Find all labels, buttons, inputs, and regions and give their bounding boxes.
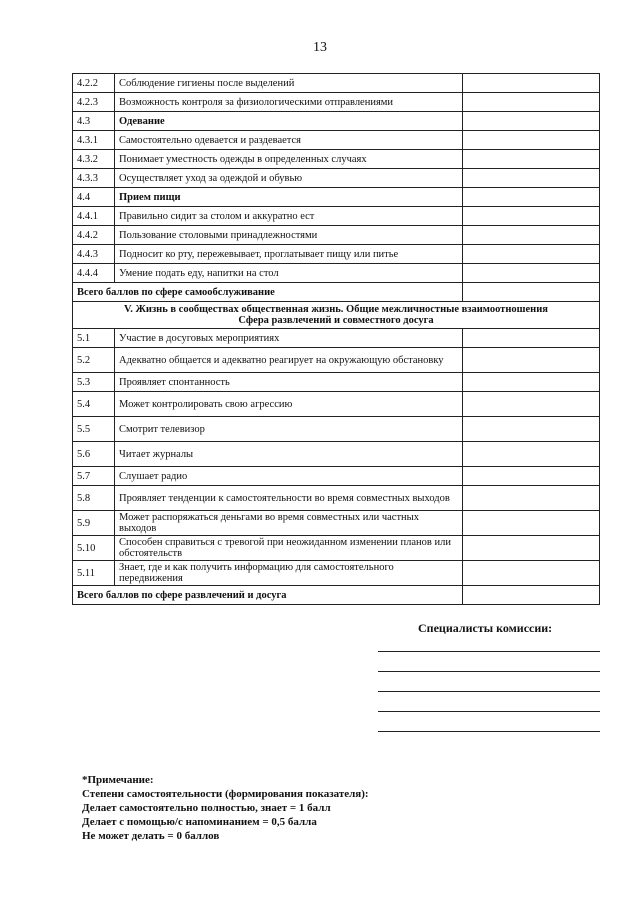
- table-row: [73, 467, 600, 486]
- table-row: [73, 561, 600, 586]
- item-text: Может контролировать свою агрессию: [115, 392, 463, 417]
- table-row: [73, 511, 600, 536]
- score-cell: [463, 112, 600, 131]
- score-cell: [463, 373, 600, 392]
- item-number: 5.10: [73, 536, 115, 561]
- table-row: [73, 245, 600, 264]
- note-line: Делает самостоятельно полностью, знает = 1 балл: [82, 802, 331, 814]
- total-row: [73, 283, 600, 302]
- score-cell: [463, 264, 600, 283]
- score-cell: [463, 93, 600, 112]
- item-number: 4.2.3: [73, 93, 115, 112]
- item-number: 4.2.2: [73, 74, 115, 93]
- item-text: Одевание: [115, 112, 463, 131]
- item-text: Адекватно общается и адекватно реагирует на окружающую обстановку: [115, 348, 463, 373]
- item-number: 5.2: [73, 348, 115, 373]
- score-cell: [463, 467, 600, 486]
- total-label: Всего баллов по сфере развлечений и досуга: [73, 586, 463, 605]
- item-text: Слушает радио: [115, 467, 463, 486]
- item-number: 4.4.1: [73, 207, 115, 226]
- score-cell: [463, 329, 600, 348]
- signature-line[interactable]: [378, 691, 600, 692]
- signature-line[interactable]: [378, 651, 600, 652]
- item-text: Соблюдение гигиены после выделений: [115, 74, 463, 93]
- item-number: 5.11: [73, 561, 115, 586]
- table-row: [73, 264, 600, 283]
- item-number: 5.5: [73, 417, 115, 442]
- table-row: [73, 207, 600, 226]
- section-header-cell: [73, 302, 600, 329]
- item-text: Подносит ко рту, пережевывает, проглатывает пищу или питье: [115, 245, 463, 264]
- note-title: *Примечание:: [82, 774, 154, 786]
- score-cell: [463, 150, 600, 169]
- score-cell: [463, 486, 600, 511]
- commission-title: Специалисты комиссии:: [418, 621, 553, 635]
- section-title: V. Жизнь в сообществах общественная жизнь. Общие межличностные взаимоотношения: [124, 304, 548, 315]
- table-row: [73, 392, 600, 417]
- item-number: 5.4: [73, 392, 115, 417]
- note-line: Степени самостоятельности (формирования показателя):: [82, 788, 369, 800]
- item-number: 5.6: [73, 442, 115, 467]
- table-row: [73, 74, 600, 93]
- score-cell: [463, 74, 600, 93]
- table-row: [73, 417, 600, 442]
- score-cell: [463, 442, 600, 467]
- assessment-table: [72, 73, 600, 605]
- signature-line[interactable]: [378, 711, 600, 712]
- table-row: [73, 373, 600, 392]
- signature-line[interactable]: [378, 671, 600, 672]
- item-text: Проявляет тенденции к самостоятельности во время совместных выходов: [115, 486, 463, 511]
- score-cell: [463, 169, 600, 188]
- item-number: 4.4.2: [73, 226, 115, 245]
- item-number: 4.3.3: [73, 169, 115, 188]
- item-text: Понимает уместность одежды в определенных случаях: [115, 150, 463, 169]
- table-row: [73, 329, 600, 348]
- section-subtitle: Сфера развлечений и совместного досуга: [238, 315, 434, 326]
- score-cell: [463, 188, 600, 207]
- item-text: Правильно сидит за столом и аккуратно ест: [115, 207, 463, 226]
- score-cell: [463, 245, 600, 264]
- score-cell: [463, 536, 600, 561]
- table-row: [73, 442, 600, 467]
- item-number: 4.3.2: [73, 150, 115, 169]
- item-number: 4.3.1: [73, 131, 115, 150]
- item-text: Осуществляет уход за одеждой и обувью: [115, 169, 463, 188]
- item-number: 5.3: [73, 373, 115, 392]
- total-label: Всего баллов по сфере самообслуживание: [73, 283, 463, 302]
- assessment-table-body: [73, 74, 600, 605]
- item-text: Прием пищи: [115, 188, 463, 207]
- item-text: Проявляет спонтанность: [115, 373, 463, 392]
- score-cell: [463, 207, 600, 226]
- score-cell: [463, 392, 600, 417]
- note-block: [82, 773, 369, 843]
- item-text: Может распоряжаться деньгами во время совместных или частных выходов: [115, 511, 463, 536]
- score-cell: [463, 283, 600, 302]
- table-row: [73, 131, 600, 150]
- item-text: Возможность контроля за физиологическими отправлениями: [115, 93, 463, 112]
- item-text: Участие в досуговых мероприятиях: [115, 329, 463, 348]
- score-cell: [463, 348, 600, 373]
- item-number: 4.3: [73, 112, 115, 131]
- signature-line[interactable]: [378, 731, 600, 732]
- item-number: 5.9: [73, 511, 115, 536]
- total-row: [73, 586, 600, 605]
- table-row: [73, 169, 600, 188]
- table-row: [73, 536, 600, 561]
- score-cell: [463, 561, 600, 586]
- item-number: 4.4: [73, 188, 115, 207]
- note-line: Не может делать = 0 баллов: [82, 830, 220, 842]
- page-number: 13: [313, 40, 327, 55]
- table-row: [73, 150, 600, 169]
- item-text: Пользование столовыми принадлежностями: [115, 226, 463, 245]
- item-text: Самостоятельно одевается и раздевается: [115, 131, 463, 150]
- table-row: [73, 93, 600, 112]
- score-cell: [463, 226, 600, 245]
- item-text: Способен справиться с тревогой при неожиданном изменении планов или обстоятельств: [115, 536, 463, 561]
- table-row: [73, 486, 600, 511]
- item-number: 4.4.3: [73, 245, 115, 264]
- score-cell: [463, 511, 600, 536]
- section-header-row: [73, 302, 600, 329]
- table-row: [73, 348, 600, 373]
- table-row: [73, 188, 600, 207]
- score-cell: [463, 417, 600, 442]
- note-line: Делает с помощью/с напоминанием = 0,5 балла: [82, 816, 317, 828]
- item-text: Знает, где и как получить информацию для самостоятельного передвижения: [115, 561, 463, 586]
- item-number: 4.4.4: [73, 264, 115, 283]
- item-number: 5.8: [73, 486, 115, 511]
- table-row: [73, 112, 600, 131]
- score-cell: [463, 131, 600, 150]
- item-text: Умение подать еду, напитки на стол: [115, 264, 463, 283]
- score-cell: [463, 586, 600, 605]
- table-row: [73, 226, 600, 245]
- item-text: Читает журналы: [115, 442, 463, 467]
- item-number: 5.7: [73, 467, 115, 486]
- item-text: Смотрит телевизор: [115, 417, 463, 442]
- item-number: 5.1: [73, 329, 115, 348]
